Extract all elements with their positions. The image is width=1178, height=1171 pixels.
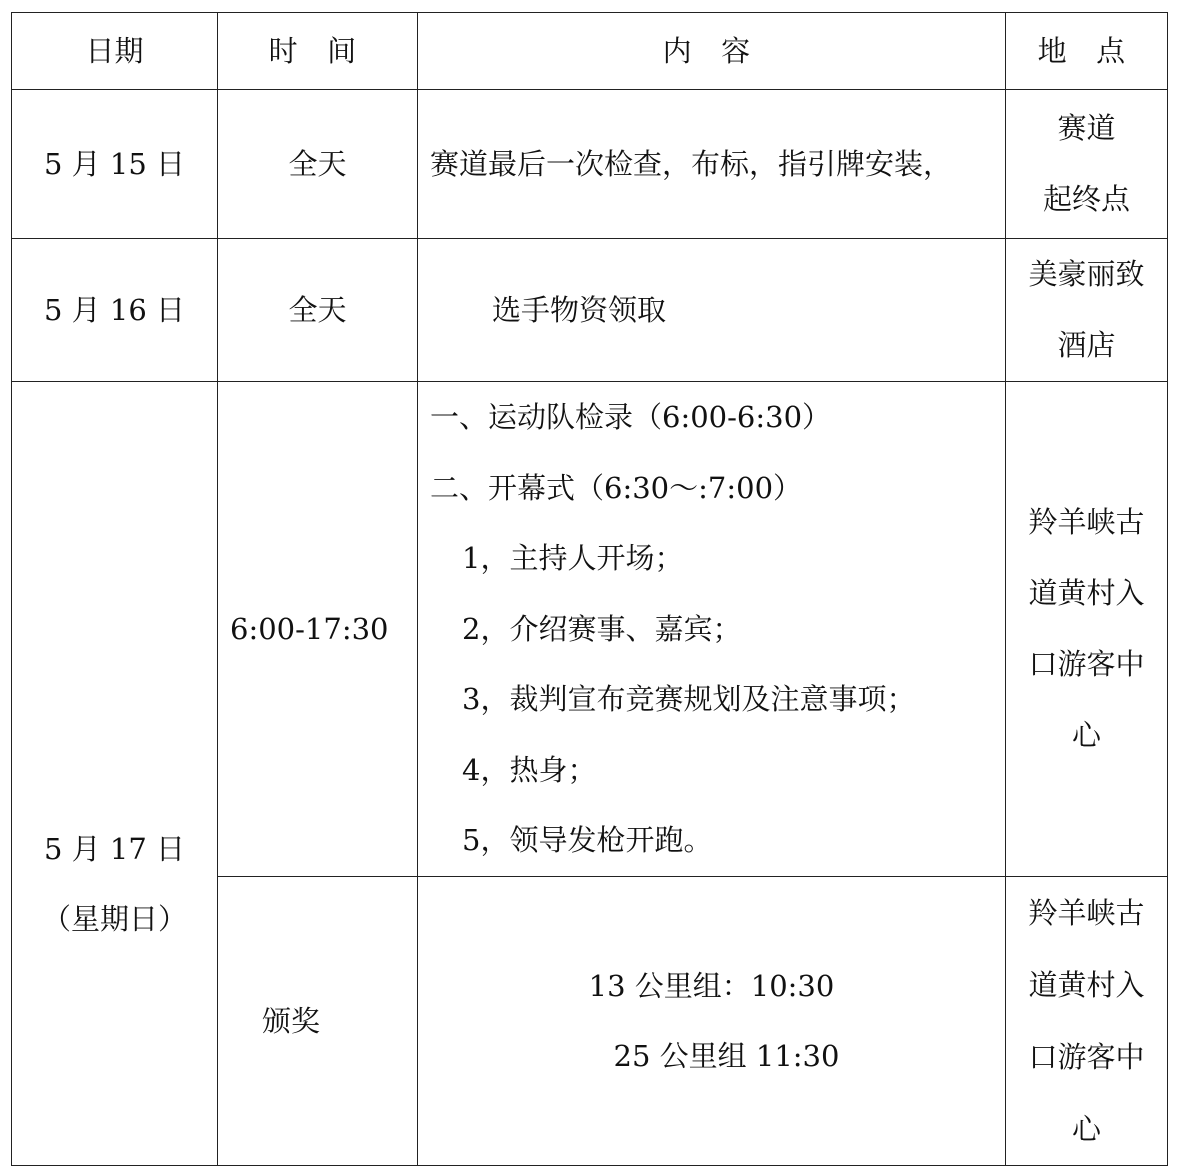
location-line: 心	[1071, 1112, 1101, 1146]
location-line: 口游客中	[1028, 647, 1145, 681]
content-line: 5，领导发枪开跑。	[462, 823, 713, 858]
content-line: 4，热身；	[462, 752, 597, 787]
content-line: 25 公里组 11:30	[613, 1039, 840, 1073]
location-line: 羚羊峡古	[1028, 896, 1145, 930]
location-line: 道黄村入	[1028, 968, 1145, 1002]
location-line: 心	[1071, 718, 1101, 752]
location-line: 道黄村入	[1028, 576, 1145, 610]
header-content: 内 容	[418, 13, 1006, 90]
row-time: 全天	[218, 239, 418, 382]
content-line: 13 公里组：10:30	[588, 968, 835, 1003]
row-time: 全天	[218, 90, 418, 239]
row-time: 6:00-17:30	[218, 382, 418, 877]
row-content	[418, 877, 1006, 1166]
header-time: 时 间	[218, 13, 418, 90]
row-time: 颁奖	[218, 877, 418, 1166]
location-line: 口游客中	[1028, 1040, 1145, 1074]
content-line: 二、开幕式（6:30～:7:00）	[430, 470, 803, 505]
header-row	[12, 13, 1168, 90]
row-content	[418, 382, 1006, 877]
table-row	[12, 239, 1168, 382]
row-location	[1006, 90, 1168, 239]
row-content: 选手物资领取	[418, 239, 1006, 382]
row-date: 5 月 15 日	[12, 90, 218, 239]
header-location: 地 点	[1006, 13, 1168, 90]
location-line: 美豪丽致	[1028, 257, 1145, 291]
row-location	[1006, 877, 1168, 1166]
table-row	[12, 90, 1168, 239]
row-date	[12, 382, 218, 1166]
location-line: 起终点	[1042, 182, 1130, 216]
location-line: 赛道	[1057, 111, 1116, 145]
date-weekday: （星期日）	[41, 901, 187, 936]
row-location	[1006, 382, 1168, 877]
header-date: 日期	[12, 13, 218, 90]
date-line: 5 月 17 日	[43, 831, 185, 866]
location-line: 酒店	[1057, 328, 1116, 362]
content-line: 2，介绍赛事、嘉宾；	[462, 611, 742, 646]
row-date: 5 月 16 日	[12, 239, 218, 382]
event-schedule-table	[11, 12, 1168, 1166]
content-line: 1，主持人开场；	[462, 541, 684, 576]
content-line: 一、运动队检录（6:00-6:30）	[430, 400, 832, 435]
row-content: 赛道最后一次检查，布标，指引牌安装，	[418, 90, 1006, 239]
location-line: 羚羊峡古	[1028, 505, 1145, 539]
content-line: 3，裁判宣布竞赛规划及注意事项；	[462, 682, 916, 717]
row-location	[1006, 239, 1168, 382]
table-row	[12, 382, 1168, 877]
